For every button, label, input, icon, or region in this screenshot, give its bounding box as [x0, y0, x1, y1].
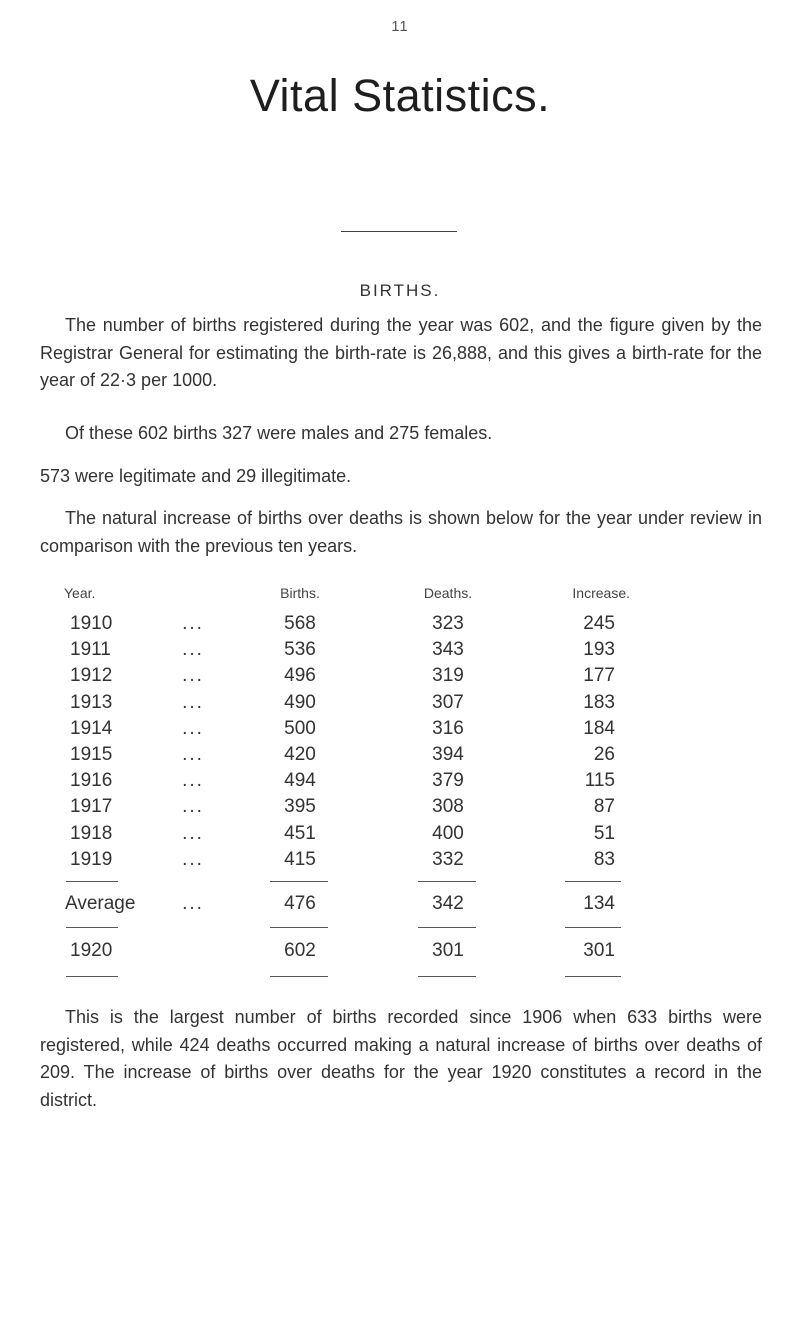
rule-increase-below-current	[565, 976, 621, 977]
section-heading: BIRTHS.	[359, 281, 441, 300]
title-divider	[341, 231, 457, 232]
rule-deaths-above-average	[418, 881, 476, 882]
table-cell-increase: 177	[583, 665, 615, 686]
table-cell-births: 490	[284, 692, 316, 713]
rule-deaths-below-current	[418, 976, 476, 977]
table-cell-leader: ...	[182, 796, 204, 817]
table-cell-year: 1912	[70, 665, 113, 686]
table-cell-increase: 87	[593, 796, 615, 817]
table-cell-births: 451	[284, 823, 316, 844]
rule-year-above-average	[66, 881, 118, 882]
table-cell-births: 568	[284, 613, 316, 634]
table-cell-year: 1910	[70, 613, 113, 634]
table-cell-leader: ...	[182, 744, 204, 765]
table-cell-deaths: 319	[432, 665, 464, 686]
births-paragraph-2: Of these 602 births 327 were males and 275 females.	[65, 423, 493, 443]
table-cell-year: 1915	[70, 744, 113, 765]
table-cell-births: 395	[284, 796, 316, 817]
average-births: 476	[284, 893, 316, 914]
table-cell-deaths: 316	[432, 718, 464, 739]
rule-year-below-current	[66, 976, 118, 977]
table-cell-year: 1917	[70, 796, 113, 817]
table-cell-deaths: 307	[432, 692, 464, 713]
births-paragraph-3: 573 were legitimate and 29 illegitimate.	[40, 466, 352, 486]
table-cell-year: 1916	[70, 770, 113, 791]
table-cell-increase: 83	[593, 849, 615, 870]
table-cell-leader: ...	[182, 770, 204, 791]
table-cell-deaths: 308	[432, 796, 464, 817]
rule-increase-above-average	[565, 881, 621, 882]
table-cell-deaths: 323	[432, 613, 464, 634]
table-cell-increase: 115	[584, 770, 615, 791]
average-leader: ...	[182, 893, 204, 914]
table-cell-leader: ...	[182, 718, 204, 739]
header-year: Year.	[64, 585, 96, 601]
table-cell-deaths: 400	[432, 823, 464, 844]
rule-year-below-average	[66, 927, 118, 928]
closing-paragraph: This is the largest number of births recorded since 1906 when 633 births were registered, while 424 deaths occurred making a natural increase of births over deaths of 209. The increase of births over deaths for the year 1920 constitutes a record in the district.	[40, 1007, 762, 1110]
table-cell-increase: 245	[583, 613, 615, 634]
table-cell-deaths: 394	[432, 744, 464, 765]
average-label: Average	[65, 893, 136, 914]
average-deaths: 342	[432, 893, 464, 914]
current-deaths: 301	[432, 940, 464, 961]
table-cell-leader: ...	[182, 665, 204, 686]
table-cell-births: 415	[284, 849, 316, 870]
average-increase: 134	[583, 893, 615, 914]
header-increase: Increase.	[572, 585, 630, 601]
rule-births-below-average	[270, 927, 328, 928]
table-cell-year: 1913	[70, 692, 113, 713]
table-cell-leader: ...	[182, 613, 204, 634]
births-paragraph-4: The natural increase of births over deaths is shown below for the year under review in comparison with the previous ten years.	[40, 508, 762, 556]
table-cell-increase: 51	[593, 823, 615, 844]
table-cell-increase: 183	[583, 692, 615, 713]
table-cell-year: 1918	[70, 823, 113, 844]
table-cell-increase: 184	[583, 718, 615, 739]
page-title: Vital Statistics.	[249, 70, 551, 121]
table-cell-deaths: 332	[432, 849, 464, 870]
rule-deaths-below-average	[418, 927, 476, 928]
table-cell-leader: ...	[182, 849, 204, 870]
table-cell-leader: ...	[182, 639, 204, 660]
table-cell-increase: 193	[583, 639, 615, 660]
table-cell-births: 496	[284, 665, 316, 686]
births-paragraph-1: The number of births registered during the year was 602, and the figure given by the Registrar General for estimating the birth-rate is 26,888, and this gives a birth-rate for the year of 22·3 per 1000.	[40, 315, 762, 390]
table-cell-births: 536	[284, 639, 316, 660]
table-cell-year: 1914	[70, 718, 113, 739]
table-cell-year: 1911	[70, 639, 111, 660]
table-cell-increase: 26	[593, 744, 615, 765]
rule-births-below-current	[270, 976, 328, 977]
rule-increase-below-average	[565, 927, 621, 928]
table-cell-deaths: 343	[432, 639, 464, 660]
current-births: 602	[284, 940, 316, 961]
table-cell-births: 500	[284, 718, 316, 739]
header-births: Births.	[280, 585, 320, 601]
page-number: 11	[391, 18, 409, 35]
table-cell-deaths: 379	[432, 770, 464, 791]
rule-births-above-average	[270, 881, 328, 882]
current-increase: 301	[583, 940, 615, 961]
table-cell-year: 1919	[70, 849, 113, 870]
table-cell-births: 420	[284, 744, 316, 765]
table-cell-leader: ...	[182, 823, 204, 844]
current-year: 1920	[70, 940, 113, 961]
table-cell-births: 494	[284, 770, 316, 791]
table-cell-leader: ...	[182, 692, 204, 713]
header-deaths: Deaths.	[423, 585, 473, 601]
